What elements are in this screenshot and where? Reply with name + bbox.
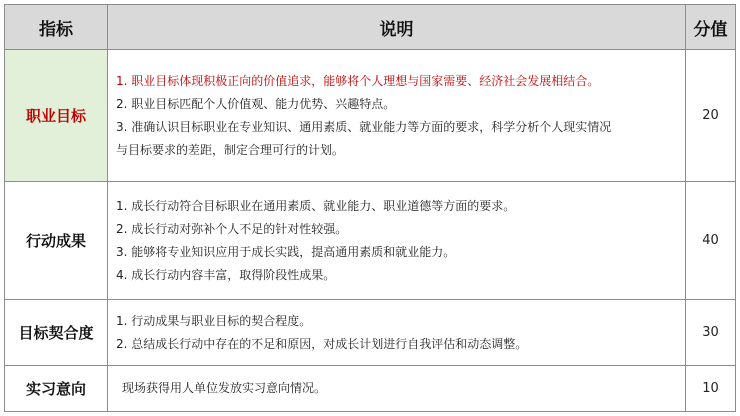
scoring-criteria-table-container — [4, 4, 735, 412]
row-name-action-results: 行动成果 — [5, 182, 108, 300]
description-line: 1. 职业目标体现积极正向的价值追求，能够将个人理想与国家需要、经济社会发展相结合。 — [116, 73, 600, 88]
description-line: 3. 能够将专业知识应用于成长实践，提高通用素质和就业能力。 — [116, 244, 456, 259]
row-score: 40 — [686, 182, 736, 300]
header-score: 分值 — [686, 5, 736, 50]
table-header-row — [5, 5, 736, 50]
description-line: 1. 成长行动符合目标职业在通用素质、就业能力、职业道德等方面的要求。 — [116, 198, 516, 213]
row-score: 30 — [686, 300, 736, 366]
description-line: 现场获得用人单位发放实习意向情况。 — [122, 381, 327, 395]
row-name-goal-fit: 目标契合度 — [5, 300, 108, 366]
description-line: 2. 职业目标匹配个人价值观、能力优势、兴趣特点。 — [116, 96, 396, 111]
row-description — [108, 300, 686, 366]
table-row — [5, 50, 736, 182]
table-row — [5, 366, 736, 412]
description-line: 1. 行动成果与职业目标的契合程度。 — [116, 313, 312, 328]
row-name-career-goal: 职业目标 — [5, 50, 108, 182]
description-line: 2. 成长行动对弥补个人不足的针对性较强。 — [116, 221, 348, 236]
row-score: 10 — [686, 366, 736, 412]
row-description — [108, 182, 686, 300]
row-name-internship-intent: 实习意向 — [5, 366, 108, 412]
scoring-criteria-table — [4, 4, 736, 412]
description-line: 2. 总结成长行动中存在的不足和原因，对成长计划进行自我评估和动态调整。 — [116, 336, 528, 351]
table-row — [5, 300, 736, 366]
description-line: 与目标要求的差距，制定合理可行的计划。 — [116, 142, 345, 157]
description-line: 3. 准确认识目标职业在专业知识、通用素质、就业能力等方面的要求，科学分析个人现实情况 — [116, 119, 612, 134]
row-score: 20 — [686, 50, 736, 182]
row-description — [108, 366, 686, 412]
header-indicator: 指标 — [5, 5, 108, 50]
description-line: 4. 成长行动内容丰富，取得阶段性成果。 — [116, 267, 336, 282]
header-description: 说明 — [108, 5, 686, 50]
table-row — [5, 182, 736, 300]
row-description — [108, 50, 686, 182]
